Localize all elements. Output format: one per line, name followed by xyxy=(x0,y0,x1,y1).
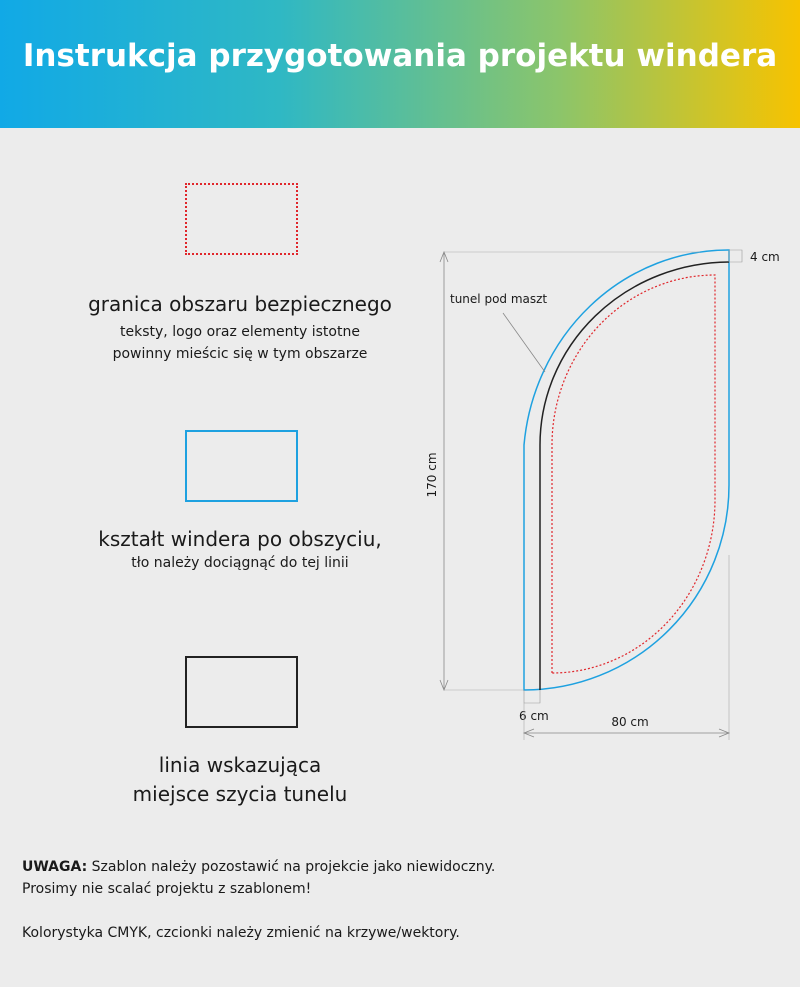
top-margin-bracket xyxy=(729,250,742,262)
tunnel-leader-line xyxy=(503,313,545,372)
cut-shape-desc: tło należy dociągnąć do tej linii xyxy=(131,555,349,571)
cut-outline xyxy=(524,250,729,690)
safe-area-title: granica obszaru bezpiecznego xyxy=(88,292,392,316)
warning-text: Szablon należy pozostawić na projekcie jako niewidoczny. xyxy=(87,859,496,875)
notes-section xyxy=(22,856,782,944)
color-font-note: Kolorystyka CMYK, czcionki należy zmienić na krzywe/wektory. xyxy=(22,925,460,941)
tunnel-line-title-line2: miejsce szycia tunelu xyxy=(132,782,348,806)
width-label: 80 cm xyxy=(611,715,649,729)
page-title: Instrukcja przygotowania projektu windera xyxy=(22,38,778,74)
top-margin-label: 4 cm xyxy=(750,250,780,264)
tunnel-line-sample-box xyxy=(185,656,298,728)
cut-shape-title: kształt windera po obszyciu, xyxy=(98,527,382,551)
warning-label: UWAGA: xyxy=(22,859,88,875)
safe-area-sample-box xyxy=(185,183,298,255)
height-label: 170 cm xyxy=(425,452,439,498)
winder-diagram xyxy=(400,230,800,750)
tunnel-line-title-line1: linia wskazująca xyxy=(158,753,322,777)
tunnel-width-label: 6 cm xyxy=(519,709,549,723)
safe-area-desc-line1: teksty, logo oraz elementy istotne xyxy=(120,324,360,340)
merge-warning: Prosimy nie scalać projektu z szablonem! xyxy=(22,881,312,897)
tunnel-seam-line xyxy=(540,262,729,690)
safe-area-desc-line2: powinny mieścic się w tym obszarze xyxy=(112,346,368,362)
safe-area-outline xyxy=(552,275,715,673)
tunnel-width-bracket xyxy=(524,690,540,703)
warning-line xyxy=(22,856,782,878)
header-banner xyxy=(0,0,800,128)
tunnel-label: tunel pod maszt xyxy=(450,292,548,306)
cut-shape-sample-box xyxy=(185,430,298,502)
